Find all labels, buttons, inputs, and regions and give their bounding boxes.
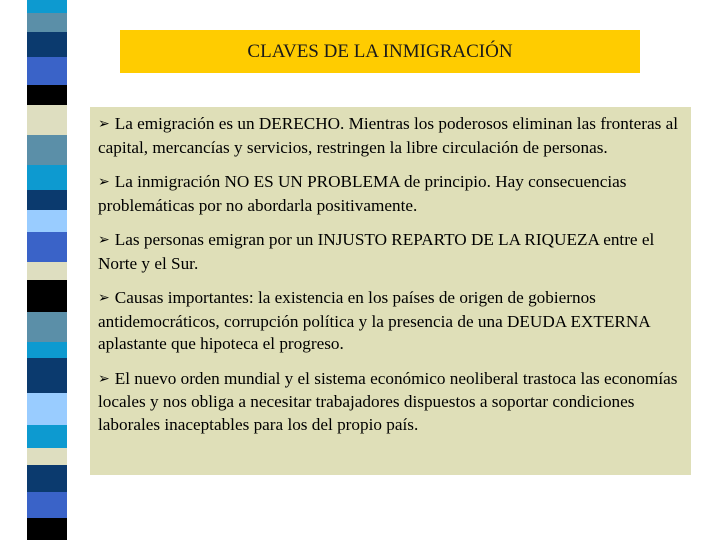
stripe-segment	[27, 85, 67, 105]
stripe-segment	[27, 393, 67, 425]
stripe-segment	[27, 13, 67, 32]
bullet-text: La emigración es un DERECHO. Mientras los poderosos eliminan las fronteras al capital, mercancías y servicios, restringen la libre circulación de personas.	[98, 114, 678, 157]
stripe-segment	[27, 425, 67, 448]
bullet-item	[98, 368, 684, 437]
arrow-bullet-icon: ➢	[98, 232, 110, 248]
arrow-bullet-icon: ➢	[98, 290, 110, 306]
stripe-segment	[27, 518, 67, 540]
stripe-segment	[27, 57, 67, 85]
bullet-text: La inmigración NO ES UN PROBLEMA de principio. Hay consecuencias problemáticas por no abordarla positivamente.	[98, 172, 627, 215]
stripe-segment	[27, 492, 67, 518]
stripe-segment	[27, 358, 67, 393]
bullet-item	[98, 113, 684, 159]
stripe-segment	[27, 448, 67, 465]
stripe-segment	[27, 210, 67, 232]
decorative-stripe-bar	[27, 0, 67, 540]
bullet-text: Causas importantes: la existencia en los países de origen de gobiernos antidemocráticos, corrupción política y la presencia de una DEUDA EXTERNA aplastante que hipoteca el progreso.	[98, 288, 650, 353]
stripe-segment	[27, 0, 67, 13]
stripe-segment	[27, 465, 67, 492]
stripe-segment	[27, 105, 67, 135]
bullet-item	[98, 229, 684, 275]
arrow-bullet-icon: ➢	[98, 370, 110, 387]
slide-title: CLAVES DE LA INMIGRACIÓN	[247, 40, 513, 62]
stripe-segment	[27, 165, 67, 190]
arrow-bullet-icon: ➢	[98, 174, 110, 190]
stripe-segment	[27, 342, 67, 358]
stripe-segment	[27, 312, 67, 342]
stripe-segment	[27, 190, 67, 210]
stripe-segment	[27, 135, 67, 165]
stripe-segment	[27, 32, 67, 57]
stripe-segment	[27, 280, 67, 312]
stripe-segment	[27, 262, 67, 280]
bullet-text: Las personas emigran por un INJUSTO REPARTO DE LA RIQUEZA entre el Norte y el Sur.	[98, 230, 655, 273]
content-panel	[90, 107, 691, 475]
bullet-text: El nuevo orden mundial y el sistema económico neoliberal trastoca las economías locales y nos obliga a necesitar trabajadores dispuestos a soportar condiciones laborales inaceptables para los del propio país.	[98, 368, 678, 434]
bullet-item	[98, 171, 684, 217]
title-banner	[120, 30, 640, 73]
arrow-bullet-icon: ➢	[98, 116, 110, 132]
stripe-segment	[27, 232, 67, 262]
bullet-item	[98, 287, 684, 356]
